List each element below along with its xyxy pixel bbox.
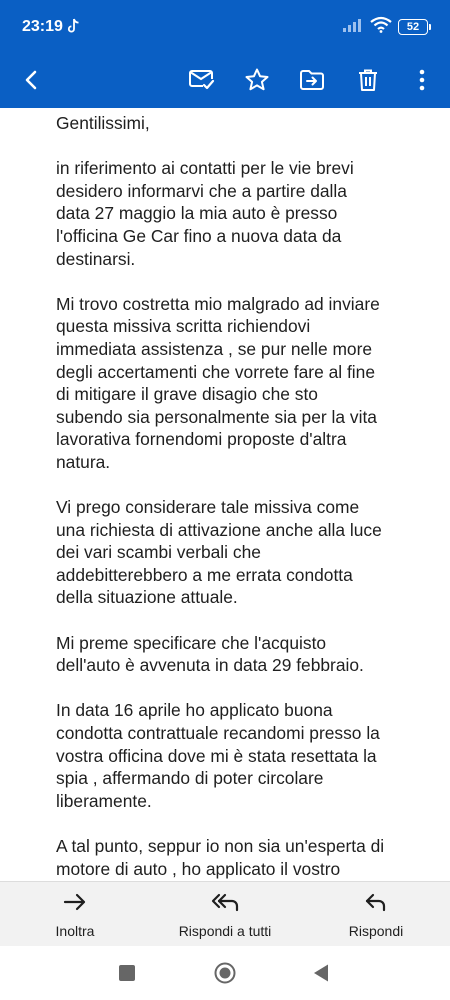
email-body [56, 112, 426, 880]
action-bar [0, 881, 450, 946]
email-paragraph: Mi preme specificare che l'acquisto dell'auto è avvenuta in data 29 febbraio. [56, 632, 364, 676]
email-paragraph: Vi prego considerare tale missiva come una richiesta di attivazione anche alla luce dei vari scambi verbali che addebitterebbero a me errata condotta della situazione attuale. [56, 497, 382, 608]
back-arrow-icon[interactable] [14, 62, 50, 98]
status-time: 23:19 [22, 18, 63, 35]
reply-all-label: Rispondi a tutti [178, 923, 272, 939]
reply-button[interactable] [338, 892, 414, 942]
more-vert-icon[interactable] [404, 62, 440, 98]
battery-icon: 52 [398, 19, 428, 35]
forward-label: Inoltra [55, 923, 95, 939]
signal-icon [342, 17, 364, 38]
trash-icon[interactable] [350, 62, 386, 98]
mark-unread-icon[interactable] [184, 62, 220, 98]
email-paragraph: Gentilissimi, [56, 113, 150, 133]
star-icon[interactable] [239, 62, 275, 98]
system-nav-bar [0, 946, 450, 1000]
forward-arrow-icon [62, 892, 88, 917]
move-to-folder-icon[interactable] [294, 62, 330, 98]
email-paragraph: In data 16 aprile ho applicato buona condotta contrattuale recandomi presso la vostra officina dove mi è stata resettata la spia , affermando di poter circolare liberamente. [56, 700, 380, 811]
email-paragraph: in riferimento ai contatti per le vie brevi desidero informarvi che a partire dalla data 27 maggio la mia auto è presso l'officina Ge Car fino a nuova data da destinarsi. [56, 158, 354, 269]
home-circle-icon[interactable] [212, 960, 238, 986]
status-bar [0, 0, 450, 52]
reply-label: Rispondi [348, 923, 404, 939]
email-toolbar [0, 52, 450, 108]
recents-square-icon[interactable] [114, 960, 140, 986]
tiktok-icon [68, 18, 80, 34]
reply-icon [364, 892, 388, 917]
reply-all-icon [210, 892, 240, 917]
back-triangle-icon[interactable] [308, 960, 334, 986]
email-paragraph: Mi trovo costretta mio malgrado ad inviare questa missiva scritta richiendovi immediata assistenza , se pur nelle more degli accertamenti che vorrete fare al fine di mitigare il grave disagio che sto subendo sia personalmente sia per la vita lavorativa fornendomi proposte d'altra natura. [56, 293, 380, 472]
email-paragraph: A tal punto, seppur io non sia un'esperta di motore di auto , ho applicato il vostro [56, 836, 385, 879]
wifi-icon [370, 17, 392, 38]
reply-all-button[interactable] [165, 892, 285, 942]
status-icons [342, 18, 428, 36]
forward-button[interactable] [42, 892, 108, 942]
